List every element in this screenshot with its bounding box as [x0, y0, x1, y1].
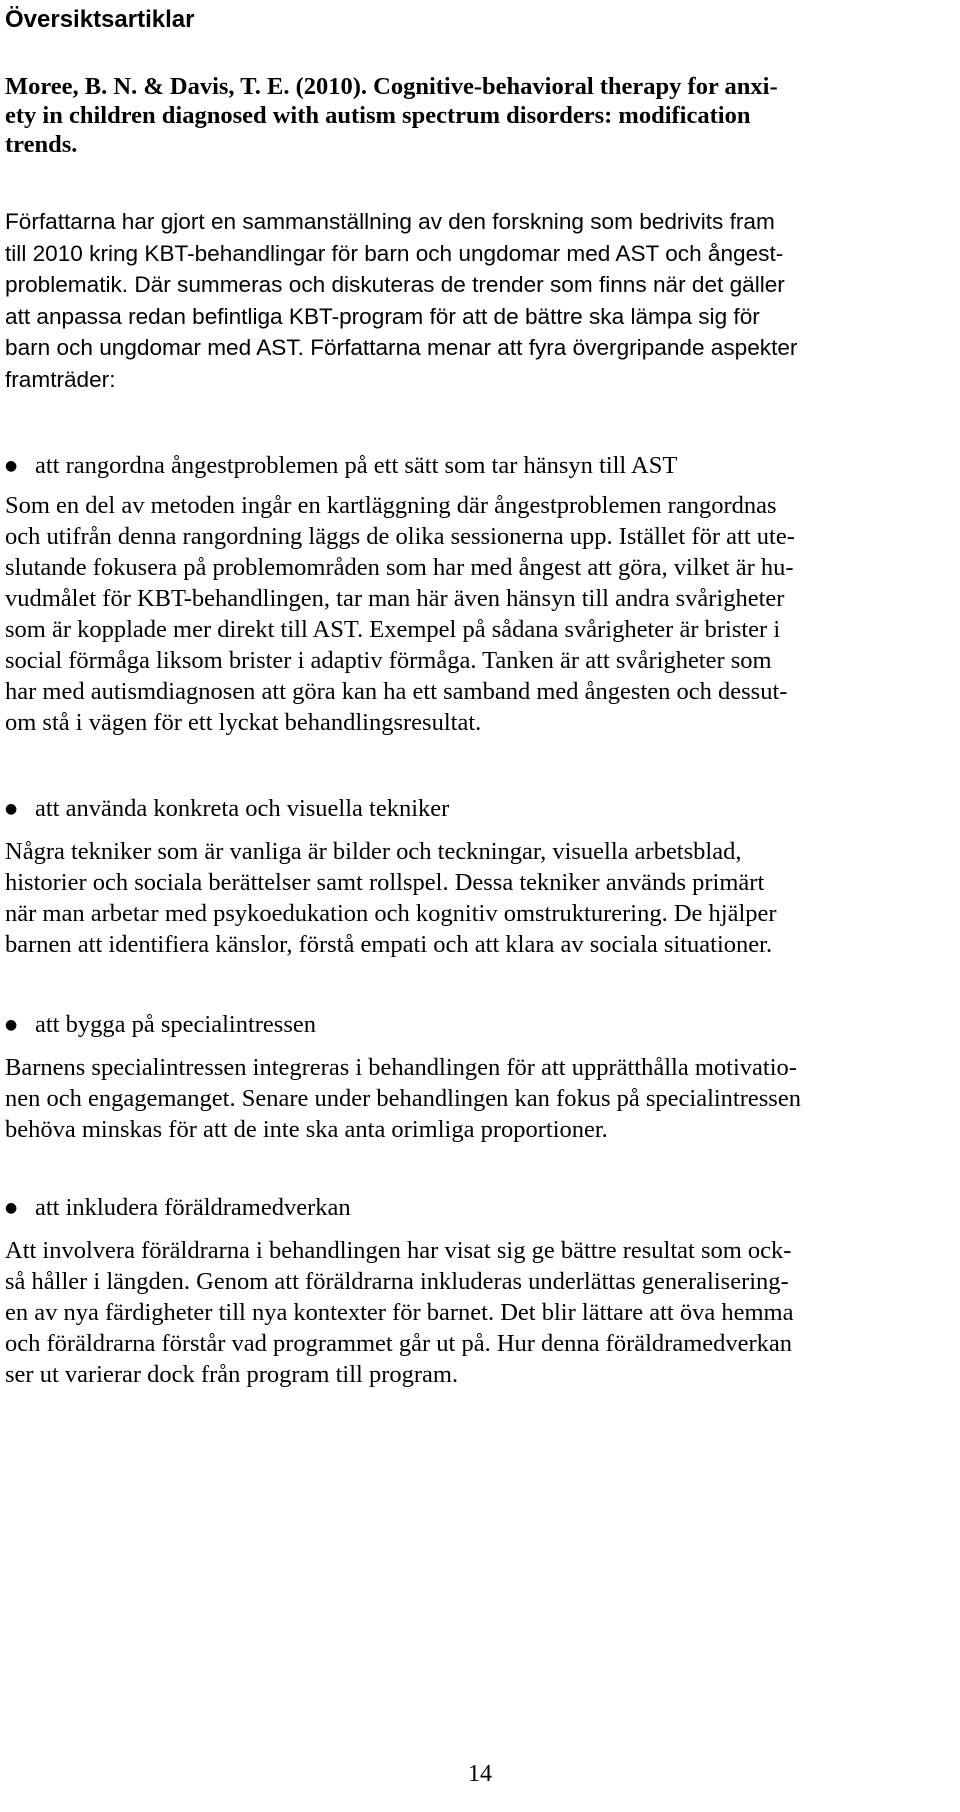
section-paragraph: Som en del av metoden ingår en kartläggning där ångestproblemen rangordnas och utifrån denna rangordning läggs de olika sessionerna upp. Istället för att ute- slutande fokusera på problemområden som har med ångest att göra, vilket är hu- vudmålet för KBT-behandlingen, tar man här även hänsyn till andra svårigheter som är kopplade mer direkt till AST. Exempel på sådana svårigheter är brister i social förmåga liksom brister i adaptiv förmåga. Tanken är att svårigheter som har med autismdiagnosen att göra kan ha ett samband med ångesten och dessut- om stå i vägen för ett lyckat behandlingsresultat. — [5, 492, 795, 736]
section-paragraph: Att involvera föräldrarna i behandlingen har visat sig ge bättre resultat som ock- så håller i längden. Genom att föräldrarna inkluderas underlättas generalisering- en av nya färdigheter till nya kontexter för barnet. Det blir lättare att öva hemma och föräldrarna förstår vad programmet går ut på. Hur denna föräldramedverkan ser ut varierar dock från program till program. — [5, 1237, 794, 1388]
bullet-dot-icon: ● — [5, 1017, 18, 1033]
intro-paragraph: Författarna har gjort en sammanställning av den forskning som bedrivits fram till 2010 kring KBT-behandlingar för barn och ungdomar med AST och ångest- problematik. Där summeras och diskuteras de trender som finns när det gäller att anpassa redan befintliga KBT-program för att de bättre ska lämpa sig för barn och ungdomar med AST. Författarna menar att fyra övergripande aspekter framträder: — [5, 209, 798, 392]
article-reference: Moree, B. N. & Davis, T. E. (2010). Cognitive-behavioral therapy for anxi- ety in children diagnosed with autism spectrum disorders: modification trends. — [5, 73, 778, 158]
bullet-text: att inkludera föräldramedverkan — [35, 1194, 351, 1221]
bullet-item — [5, 450, 677, 482]
bullet-item — [5, 793, 449, 825]
bullet-dot-icon: ● — [5, 801, 18, 817]
section-paragraph: Några tekniker som är vanliga är bilder och teckningar, visuella arbetsblad, historier och sociala berättelser samt rollspel. Dessa tekniker används primärt när man arbetar med psykoedukation och kognitiv omstrukturering. De hjälper barnen att identifiera känslor, förstå empati och att klara av sociala situationer. — [5, 838, 777, 958]
section-paragraph: Barnens specialintressen integreras i behandlingen för att upprätthålla motivatio- nen och engagemanget. Senare under behandlingen kan fokus på specialintressen behöva minskas för att de inte ska anta orimliga proportioner. — [5, 1054, 801, 1143]
bullet-dot-icon: ● — [5, 1200, 18, 1216]
bullet-item — [5, 1192, 351, 1224]
bullet-dot-icon: ● — [5, 458, 18, 474]
section-heading: Översiktsartiklar — [5, 6, 195, 33]
bullet-item — [5, 1009, 316, 1041]
page-number: 14 — [468, 1761, 492, 1787]
bullet-text: att rangordna ångestproblemen på ett sätt som tar hänsyn till AST — [35, 452, 678, 479]
bullet-text: att bygga på specialintressen — [35, 1011, 316, 1038]
bullet-text: att använda konkreta och visuella tekniker — [35, 795, 450, 822]
